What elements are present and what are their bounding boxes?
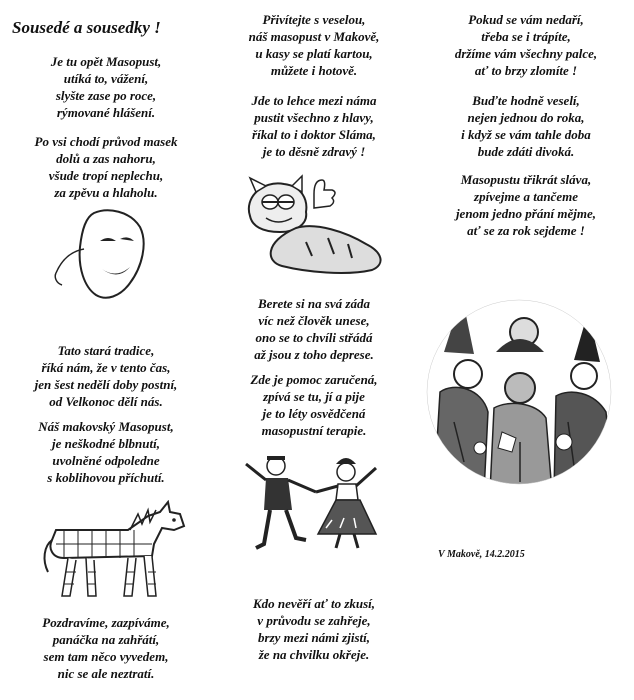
stanza: Po vsi chodí průvod masek dolů a zas nahoru, všude tropí neplechu, za zpěvu a hlaholu. [34, 134, 178, 200]
stanza: Buďte hodně veselí, nejen jednou do roka, i když se vám tahle doba bude zdáti divoká. [461, 93, 591, 159]
stanza: Pokud se vám nedaří, třeba se i trápíte, držíme vám všechny palce, ať to brzy zlomíte ! [454, 12, 598, 78]
page-title: Sousedé a sousedky ! [12, 18, 161, 37]
stanza: Kdo nevěří ať to zkusí, v průvodu se zahřeje, brzy mezi námi zjistí, že na chvilku okřeje. [252, 596, 376, 662]
cartoon-cat-image [236, 172, 396, 282]
stanza: Jde to lehce mezi náma pustit všechno z hlavy, říkal to i doktor Sláma, je to děsně zdravý ! [251, 93, 377, 159]
stanza: Pozdravíme, zazpíváme, panáčka na zahřátí, sem tam něco vyvedem, nic se ale neztratí. [42, 615, 170, 681]
stanza: Tato stará tradice, říká nám, že v tento čas, jen šest nedělí doby postní, od Velkonoc dělí nás. [34, 343, 178, 409]
dancing-couple-image [236, 448, 386, 558]
stanza: Je tu opět Masopust, utíká to, vážení, slyšte zase po roce, rýmované hlášení. [50, 54, 162, 120]
mask-image [48, 205, 168, 305]
signature-date: V Makově, 14.2.2015 [438, 549, 525, 560]
stanza: Berete si na svá záda víc než člověk unese, ono se to chvíli střádá až jsou z toho deprese. [254, 296, 374, 362]
stanza: Přivítejte s veselou, náš masopust v Makově, u kasy se platí kartou, můžete i hotově. [248, 12, 380, 78]
stanza: Náš makovský Masopust, je neškodné blbnutí, uvolněné odpoledne s koblihovou příchutí. [38, 419, 174, 485]
carnival-masks-image [424, 292, 614, 492]
stanza: Zde je pomoc zaručená, zpívá se tu, jí a pije je to léty osvědčená masopustní terapie. [250, 372, 378, 438]
stanza: Masopustu třikrát sláva, zpívejme a tančeme jenom jedno přání mějme, ať se za rok sejdeme ! [455, 172, 597, 238]
column-middle [212, 0, 416, 700]
patchwork-horse-image [38, 500, 188, 604]
